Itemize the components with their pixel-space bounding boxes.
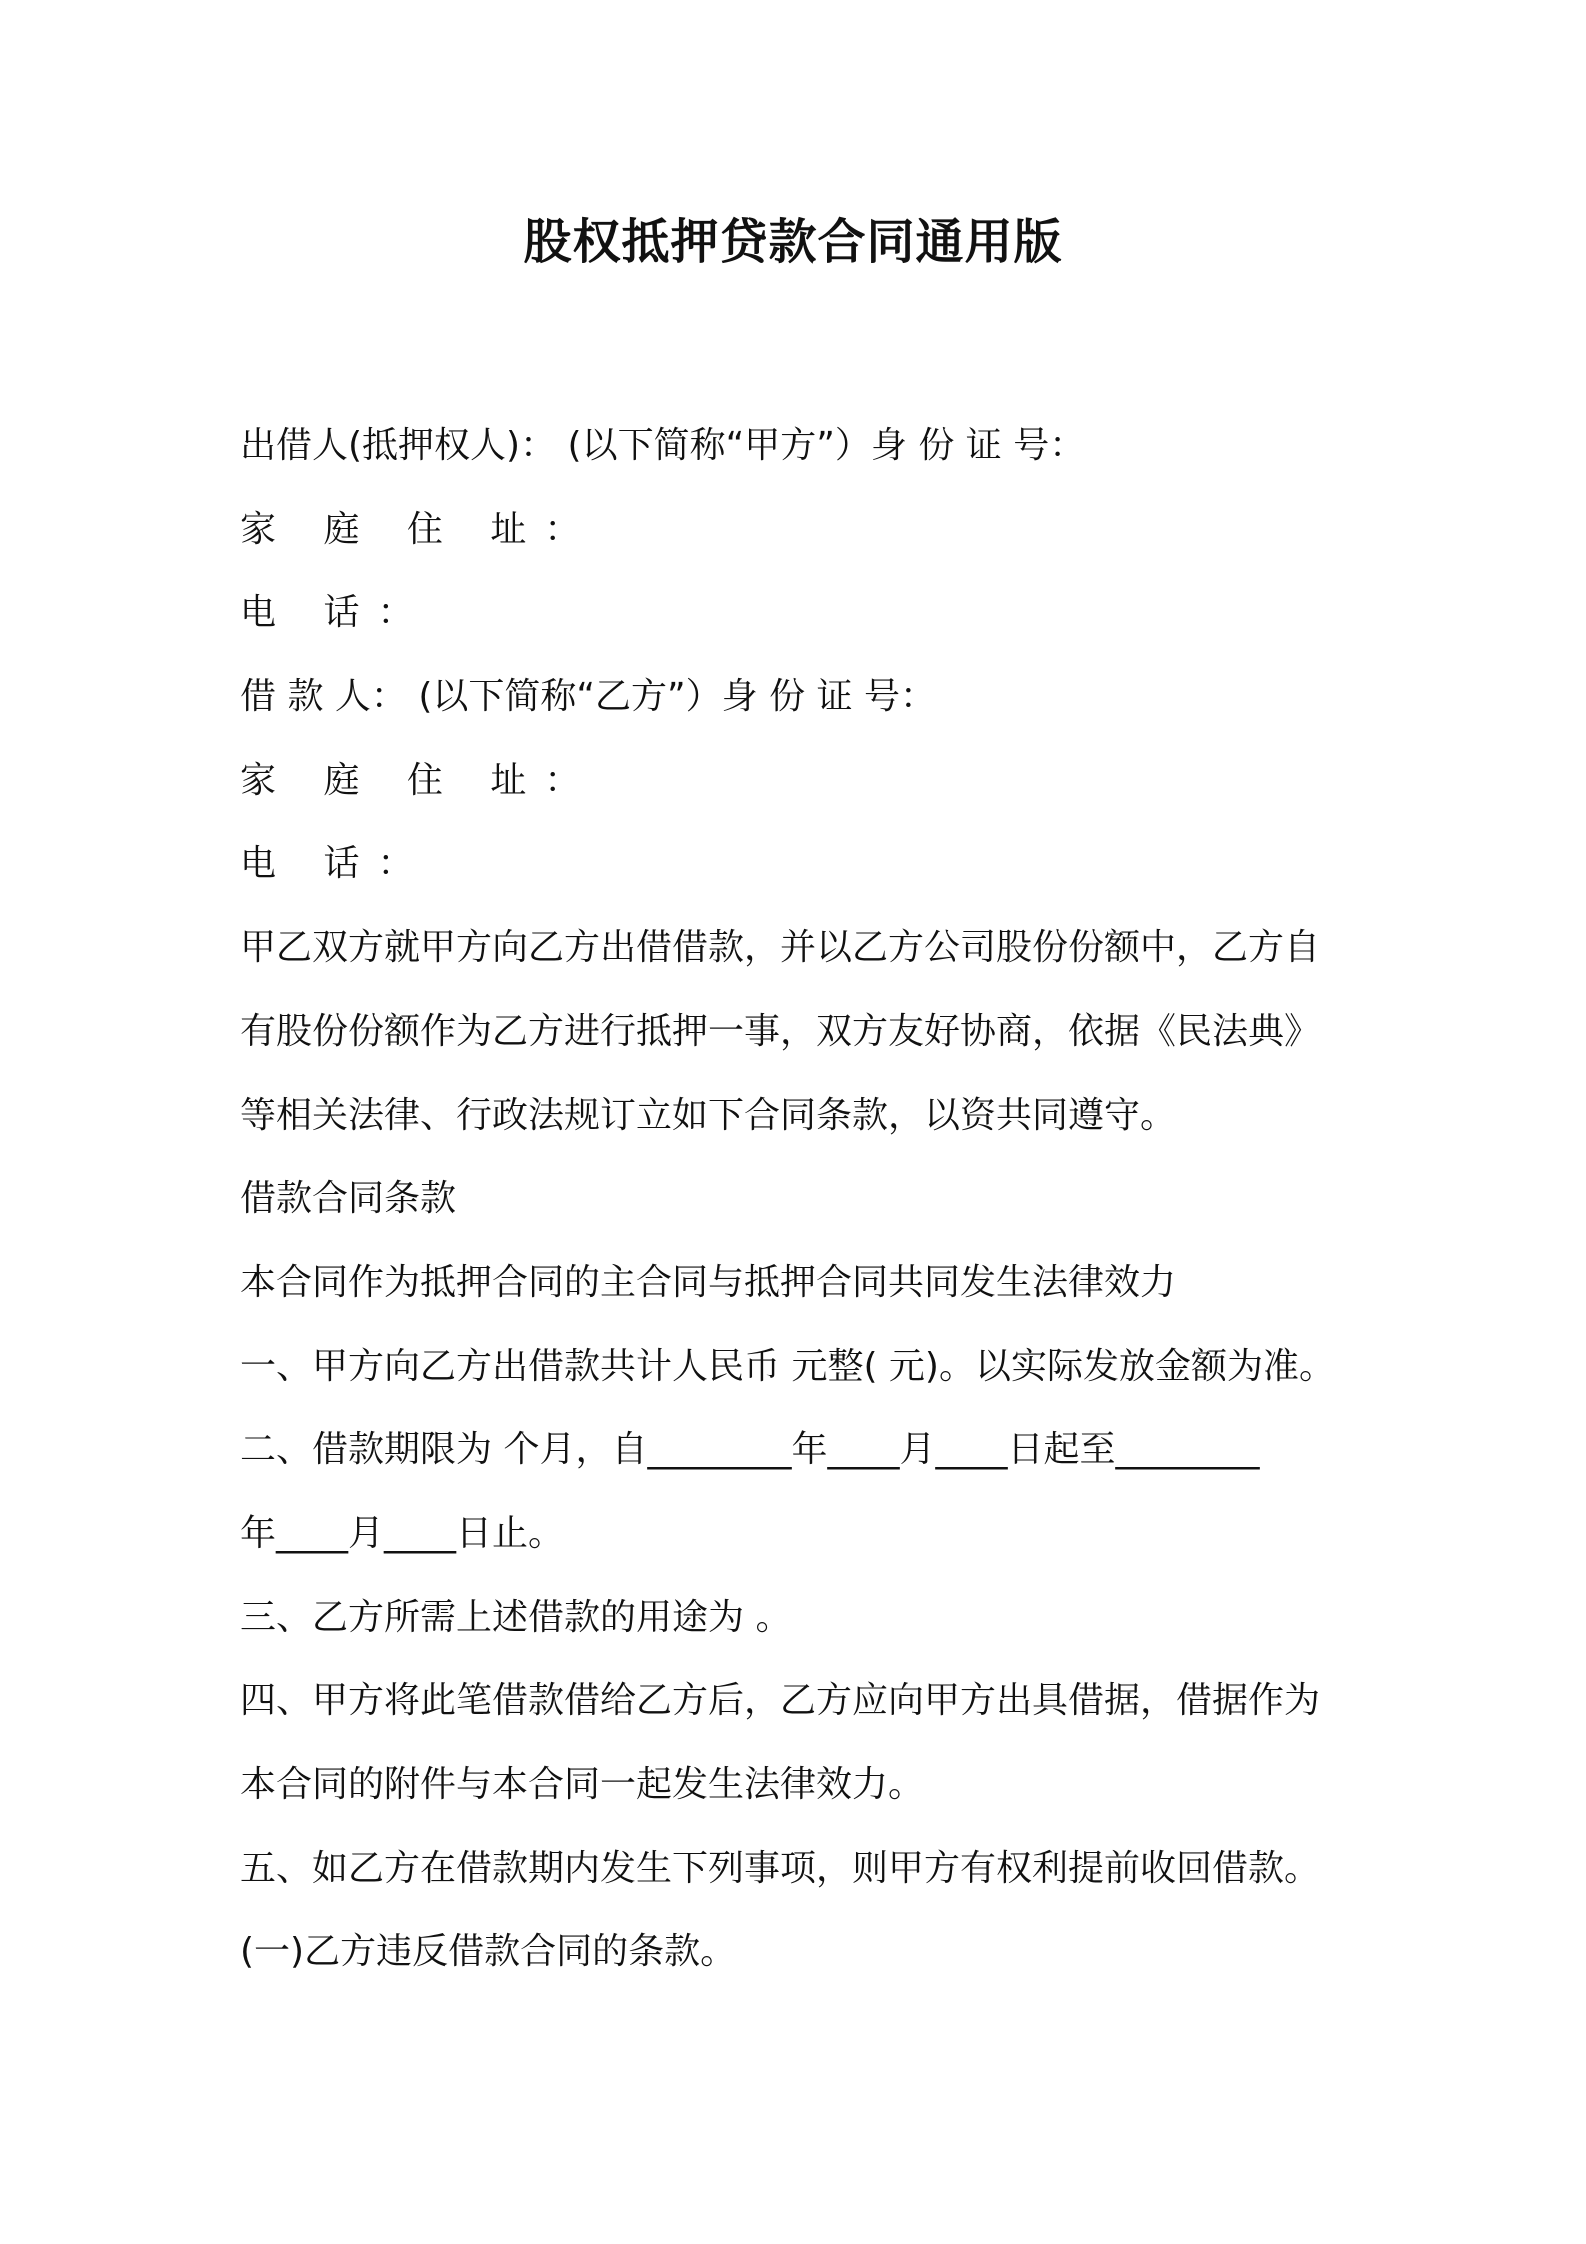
lender-line: 出借人(抵押权人)： (以下简称“甲方”）身 份 证 号： <box>240 425 1086 466</box>
clause-4-line-2: 本合同的附件与本合同一起发生法律效力。 <box>240 1764 925 1805</box>
document-title: 股权抵押贷款合同通用版 <box>523 214 1063 270</box>
intro-paragraph-line-2: 有股份份额作为乙方进行抵押一事，双方友好协商，依据《民法典》 <box>240 1010 1321 1052</box>
lender-phone-line: 电 话： <box>240 592 432 634</box>
intro-paragraph-line-1: 甲乙双方就甲方向乙方出借借款，并以乙方公司股份份额中，乙方自 <box>240 927 1321 969</box>
document-body <box>240 404 1360 1994</box>
borrower-phone-line: 电 话： <box>240 843 432 885</box>
clause-2-line-1: 二、借款期限为 个月，自________年____月____日起至________ <box>240 1429 1260 1471</box>
clause-5-line: 五、如乙方在借款期内发生下列事项，则甲方有权利提前收回借款。 <box>240 1847 1321 1889</box>
clause-1-line: 一、甲方向乙方出借款共计人民币 元整( 元)。以实际发放金额为准。 <box>240 1345 1335 1387</box>
clause-3-line: 三、乙方所需上述借款的用途为 。 <box>240 1596 792 1638</box>
clause-2-line-2: 年____月____日止。 <box>240 1512 565 1554</box>
lender-address-line: 家 庭 住 址： <box>240 508 599 550</box>
intro-paragraph-line-3: 等相关法律、行政法规订立如下合同条款，以资共同遵守。 <box>240 1094 1177 1136</box>
clause-4-line-1: 四、甲方将此笔借款借给乙方后，乙方应向甲方出具借据，借据作为 <box>240 1680 1321 1722</box>
contract-effect-line: 本合同作为抵押合同的主合同与抵押合同共同发生法律效力 <box>240 1261 1177 1303</box>
borrower-address-line: 家 庭 住 址： <box>240 759 599 801</box>
borrower-line: 借 款 人： (以下简称“乙方”）身 份 证 号： <box>240 676 937 718</box>
section-heading: 借款合同条款 <box>240 1178 457 1220</box>
sub-clause-1-line: (一)乙方违反借款合同的条款。 <box>240 1931 737 1973</box>
